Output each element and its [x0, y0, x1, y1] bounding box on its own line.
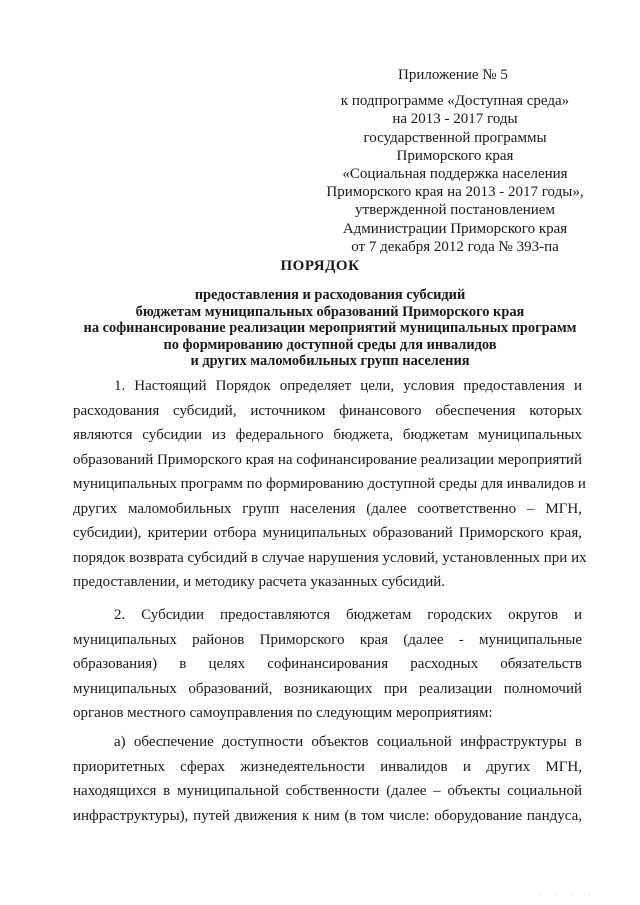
paragraph-line: инфраструктуры), путей движения к ним (в том числе: оборудование пандуса,: [73, 807, 582, 824]
paragraph-line: муниципальных районов Приморского края (далее - муниципальные: [73, 631, 582, 648]
paragraph-line: расходования субсидий, источником финансового обеспечения которых: [73, 402, 582, 419]
appendix-number: Приложение № 5: [398, 67, 508, 83]
paragraph-line: порядок возврата субсидий в случае нарушения условий, установленных при их: [73, 549, 587, 566]
paragraph-line: являются субсидии из федерального бюджета, бюджетам муниципальных: [73, 427, 582, 443]
subtitle-line: и других маломобильных групп населения: [190, 353, 470, 370]
paragraph-line: субсидии), критерии отбора муниципальных образований Приморского края,: [73, 525, 582, 541]
paragraph-line: муниципальных образований, возникающих при реализации полномочий: [73, 680, 582, 697]
paragraph-line: предоставлении, и методику расчета указанных субсидий.: [73, 574, 446, 590]
appendix-header: [300, 66, 610, 256]
paragraph-line: образований Приморского края на софинансирование реализации мероприятий: [73, 451, 582, 468]
paragraph-line: органов местного самоуправления по следующим мероприятиям:: [73, 705, 493, 721]
appendix-line: Приморского края: [396, 147, 514, 164]
appendix-line: «Социальная поддержка населения: [342, 166, 568, 183]
appendix-line: Приморского края на 2013 - 2017 годы»,: [326, 184, 584, 201]
appendix-line: от 7 декабря 2012 года № 393-па: [351, 238, 559, 255]
paragraph-1: [73, 374, 587, 595]
document-subtitle: [40, 287, 620, 370]
paragraph-line: других маломобильных групп населения (далее соответственно – МГН,: [73, 500, 582, 517]
appendix-line: на 2013 - 2017 годы: [392, 111, 518, 128]
appendix-line: Администрации Приморского края: [342, 220, 568, 237]
paragraph-3: [73, 730, 582, 828]
paragraph-line: 2. Субсидии предоставляются бюджетам городских округов и: [114, 607, 582, 623]
subtitle-line: предоставления и расходования субсидий: [194, 287, 466, 303]
paragraph-line: а) обеспечение доступности объектов социальной инфраструктуры в: [114, 734, 582, 750]
appendix-line: к подпрограмме «Доступная среда»: [340, 93, 570, 110]
paragraph-2: [73, 603, 582, 726]
paragraph-line: находящихся в муниципальной собственности (далее – объекты социальной: [73, 783, 582, 799]
paragraph-line: 1. Настоящий Порядок определяет цели, условия предоставления и: [114, 378, 582, 394]
paragraph-line: муниципальных программ по формированию доступной среды для инвалидов и: [73, 476, 586, 492]
paragraph-line: приоритетных сферах жизнедеятельности инвалидов и других МГН,: [73, 758, 582, 775]
subtitle-line: на софинансирование реализации мероприятий муниципальных программ: [83, 320, 577, 337]
subtitle-line: по формированию доступной среды для инвалидов: [163, 336, 497, 353]
appendix-line: государственной программы: [363, 129, 547, 146]
appendix-line: утвержденной постановлением: [355, 202, 555, 219]
document-title: ПОРЯДОК: [280, 258, 360, 274]
scan-artifact: · · · ·: [538, 890, 597, 899]
subtitle-line: бюджетам муниципальных образований Приморского края: [135, 303, 525, 320]
paragraph-line: образования) в целях софинансирования расходных обязательств: [73, 656, 582, 672]
